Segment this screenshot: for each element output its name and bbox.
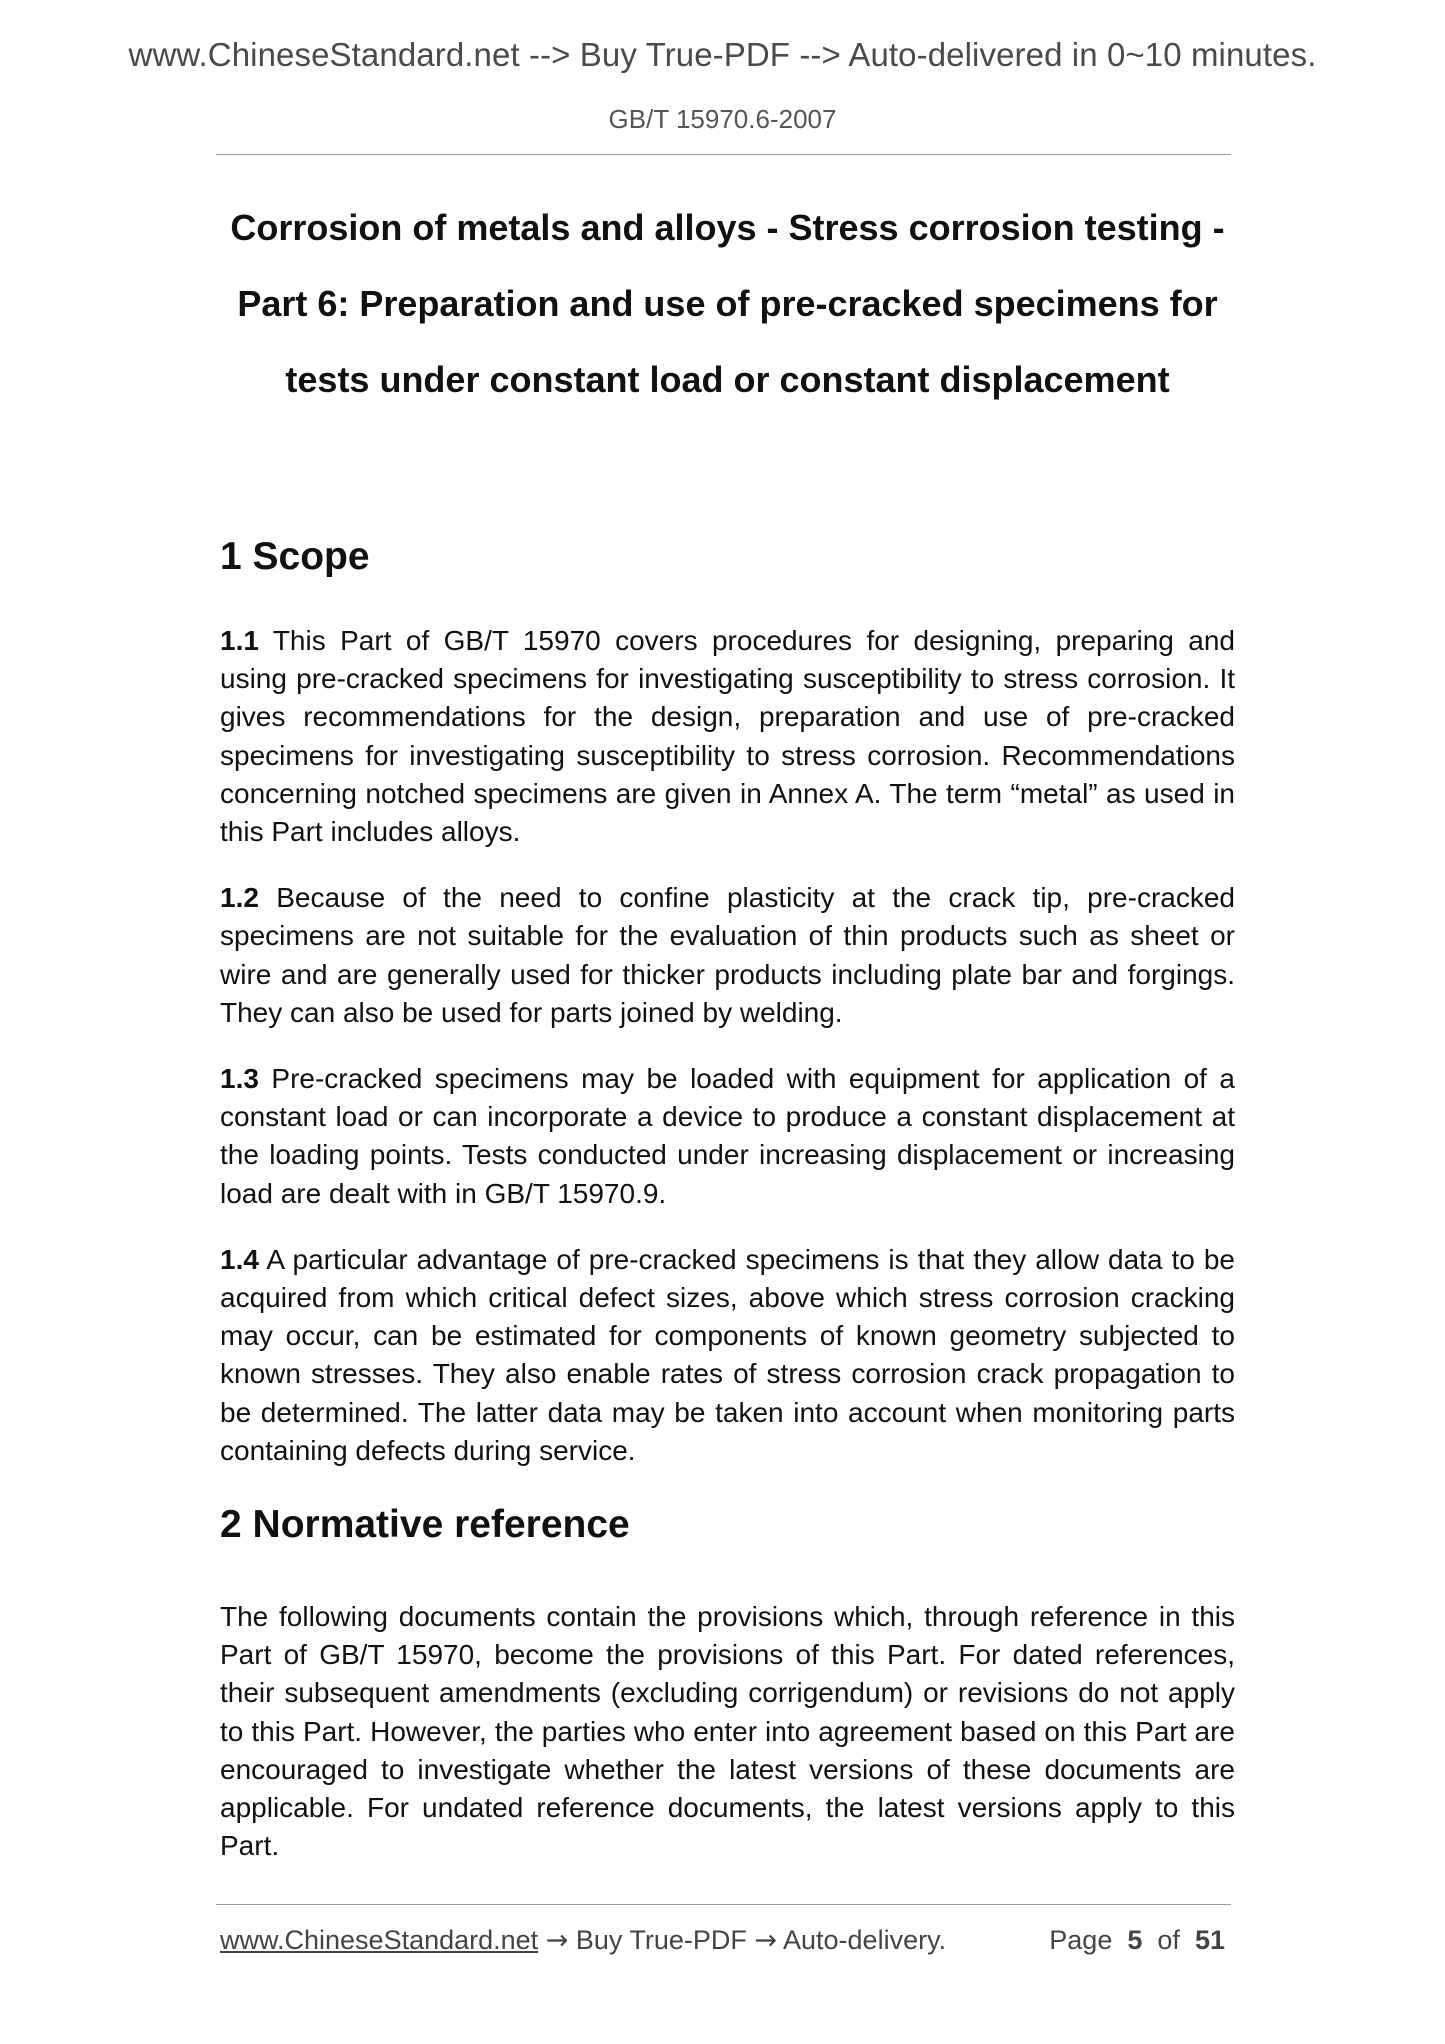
footer-buy-text: Buy True-PDF (568, 1925, 755, 1955)
footer-promo (220, 1925, 946, 1956)
clause-1-4 (220, 1241, 1235, 1470)
title-line-2: Part 6: Preparation and use of pre-cracked specimens for (237, 283, 1218, 324)
clause-1-1 (220, 622, 1235, 851)
clause-1-3 (220, 1060, 1235, 1213)
clause-text: Because of the need to confine plasticity at the crack tip, pre-cracked specimens are not suitable for the evaluation of thin products such as sheet or wire and are generally used for thicker products including plate bar and forgings. They can also be used for parts joined by welding. (220, 882, 1235, 1028)
arrow-right-icon: → (754, 1925, 777, 1956)
of-label: of (1157, 1925, 1180, 1955)
footer-divider (216, 1904, 1231, 1905)
page-label: Page (1049, 1925, 1113, 1955)
title-line-3: tests under constant load or constant displacement (285, 359, 1170, 400)
clause-number: 1.1 (220, 625, 259, 656)
header-divider (216, 154, 1231, 155)
section-heading-scope: 1 Scope (220, 535, 370, 578)
clause-text: A particular advantage of pre-cracked specimens is that they allow data to be acquired from which critical defect sizes, above which stress corrosion cracking may occur, can be estimated for components of known geometry subjected to known stresses. They also enable rates of stress corrosion crack propagation to be determined. The latter data may be taken into account when monitoring parts containing defects during service. (220, 1243, 1235, 1466)
arrow-right-icon: → (545, 1925, 569, 1956)
page-indicator (1049, 1925, 1225, 1956)
page-content (220, 190, 1235, 1865)
section-heading-normative-reference: 2 Normative reference (220, 1503, 630, 1547)
clause-text: This Part of GB/T 15970 covers procedures for designing, preparing and using pre-cracked specimens for investigating susceptibility to stress corrosion. It gives recommendations for the design, preparation and use of pre-cracked specimens for investigating susceptibility to stress corrosion. Recommendations concerning notched specimens are given in Annex A. The term “metal” as used in this Part includes alloys. (220, 625, 1235, 848)
document-title (220, 190, 1235, 418)
normative-reference-paragraph: The following documents contain the provisions which, through reference in this Part of GB/T 15970, become the provisions of this Part. For dated references, their subsequent amendments (excluding corrigendum) or revisions do not apply to this Part. However, the parties who enter into agreement based on this Part are encouraged to investigate whether the latest versions of these documents are applicable. For undated reference documents, the latest versions apply to this Part. (220, 1601, 1235, 1862)
clause-number: 1.3 (220, 1063, 259, 1095)
clause-text: Pre-cracked specimens may be loaded with equipment for application of a constant load or can incorporate a device to produce a constant displacement at the loading points. Tests conducted under increasing displacement or increasing load are dealt with in GB/T 15970.9. (220, 1063, 1235, 1209)
total-page-count: 51 (1194, 1925, 1225, 1955)
footer-delivery-text: Auto-delivery. (777, 1925, 947, 1955)
clause-number: 1.2 (220, 882, 259, 914)
footer-site-link[interactable]: www.ChineseStandard.net (220, 1925, 539, 1955)
document-code: GB/T 15970.6-2007 (608, 104, 837, 134)
title-line-1: Corrosion of metals and alloys - Stress corrosion testing - (230, 207, 1225, 248)
clause-1-2 (220, 879, 1235, 1032)
top-banner: www.ChineseStandard.net --> Buy True-PDF --> Auto-delivered in 0~10 minutes. (128, 36, 1317, 73)
current-page-number: 5 (1127, 1925, 1143, 1955)
clause-number: 1.4 (220, 1243, 259, 1275)
